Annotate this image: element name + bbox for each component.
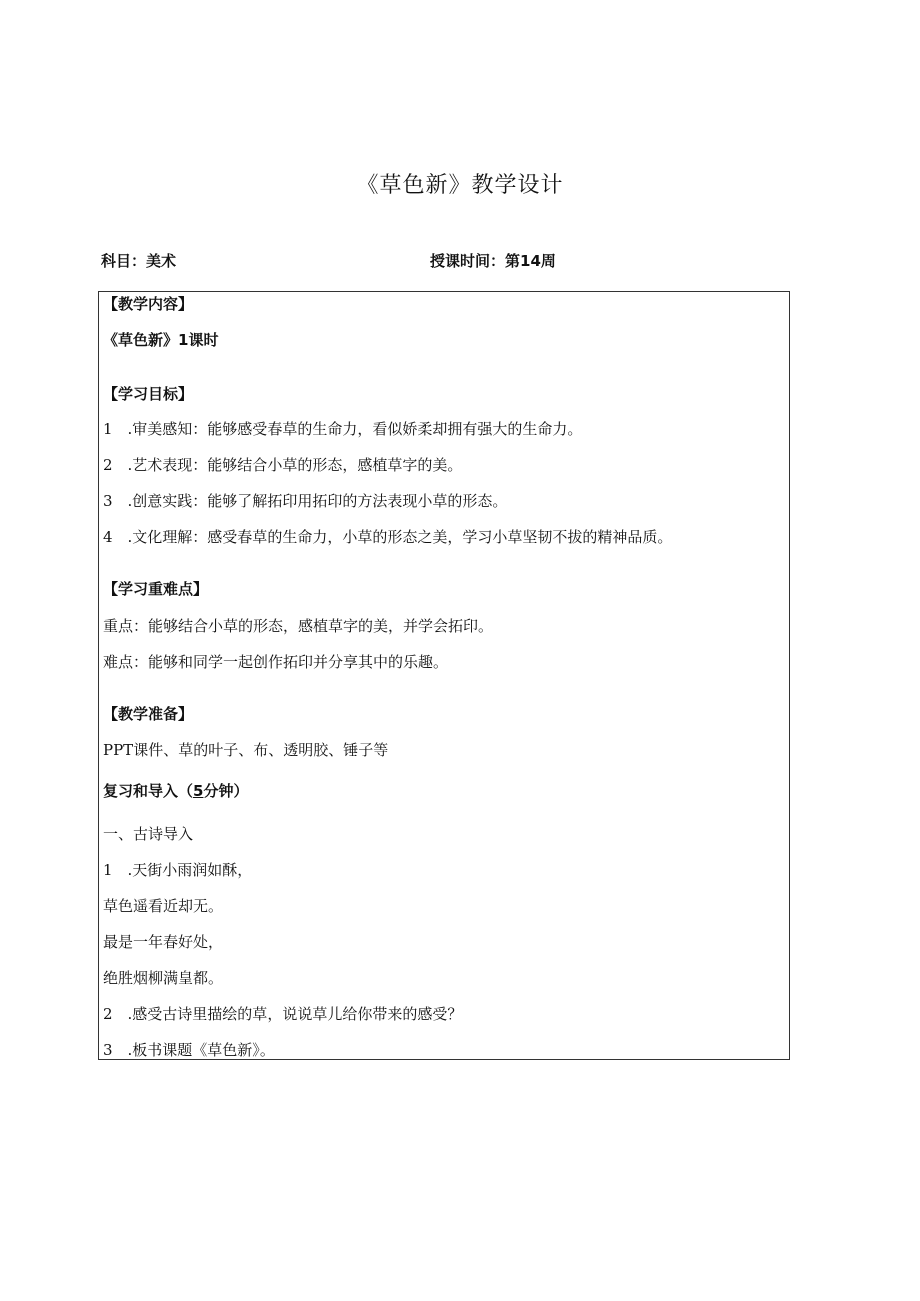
key-point: 重点：能够结合小草的形态，感植草字的美，并学会拓印。 bbox=[103, 617, 494, 635]
content-text: 《草色新》1课时 bbox=[103, 331, 219, 349]
poem-line: 最是一年春好处， bbox=[103, 933, 224, 951]
content-heading: 【教学内容】 bbox=[103, 295, 194, 313]
prep-heading: 【教学准备】 bbox=[103, 705, 194, 723]
goal-item: 1 .审美感知：能够感受春草的生命力，看似娇柔却拥有强大的生命力。 bbox=[103, 420, 583, 438]
goal-item: 3 .创意实践：能够了解拓印用拓印的方法表现小草的形态。 bbox=[103, 492, 508, 510]
step-item: 3 .板书课题《草色新》。 bbox=[103, 1041, 275, 1059]
subject-label: 科目：美术 bbox=[101, 252, 177, 270]
section-heading: 一、古诗导入 bbox=[103, 825, 194, 843]
review-heading-prefix: 复习和导入（ bbox=[103, 782, 194, 800]
goal-item: 2 .艺术表现：能够结合小草的形态，感植草字的美。 bbox=[103, 456, 463, 474]
step-item: 2 .感受古诗里描绘的草，说说草儿给你带来的感受？ bbox=[103, 1005, 463, 1023]
review-minutes: 5 bbox=[193, 782, 204, 800]
lesson-plan-box bbox=[98, 291, 790, 1060]
poem-line: 绝胜烟柳满皇都。 bbox=[103, 969, 224, 987]
review-heading-suffix: 分钟） bbox=[203, 782, 249, 800]
review-heading bbox=[103, 781, 248, 801]
page-title: 《草色新》教学设计 bbox=[356, 173, 564, 198]
prep-text: PPT课件、草的叶子、布、透明胶、锤子等 bbox=[103, 741, 389, 759]
key-points-heading: 【学习重难点】 bbox=[103, 580, 209, 598]
class-time-label: 授课时间：第14周 bbox=[430, 252, 556, 270]
poem-line: 草色遥看近却无。 bbox=[103, 897, 224, 915]
goal-item: 4 .文化理解：感受春草的生命力，小草的形态之美，学习小草坚韧不拔的精神品质。 bbox=[103, 528, 673, 546]
goals-heading: 【学习目标】 bbox=[103, 385, 194, 403]
poem-line: 1 .天街小雨润如酥， bbox=[103, 861, 253, 879]
hard-point: 难点：能够和同学一起创作拓印并分享其中的乐趣。 bbox=[103, 653, 449, 671]
